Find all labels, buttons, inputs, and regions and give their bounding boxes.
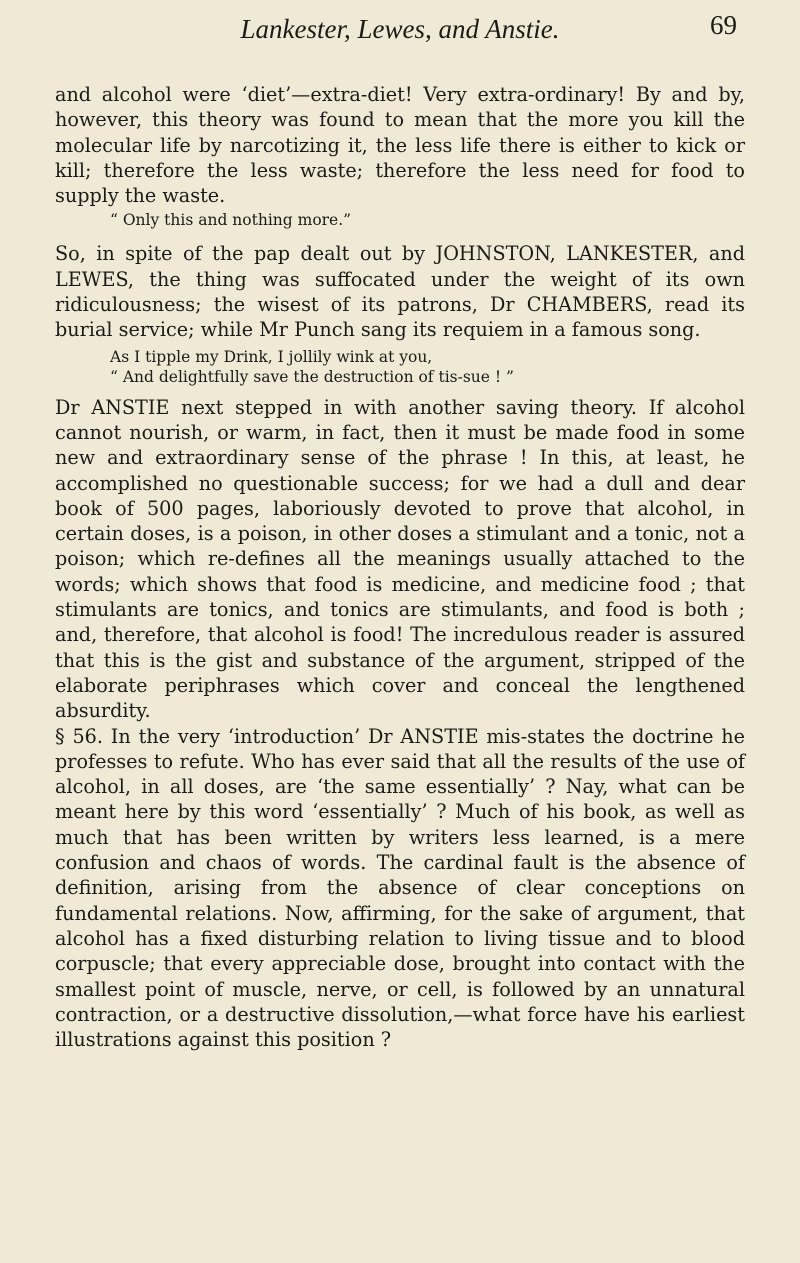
quotation: “ Only this and nothing more.” [110,211,352,230]
paragraph-3: Dr ANSTIE next stepped in with another saving theory. If alcohol cannot nourish, or warm, in fact, then it must be made food in some new and extraordinary sense of the phrase ! In this, at least, he accomplished no questionable success; for we had a dull and dear book of 500 pages, laboriously devoted to prove that alcohol, in certain doses, is a poison, in other doses a stimulant and a tonic, not a poison; which re-defines all the meanings usually attached to the words; which shows that food is medicine, and medicine food ; that stimulants are tonics, and tonics are stimulants, and food is both ; and, therefore, that alcohol is food! The incredulous reader is assured that this is the gist and substance of the argument, stripped of the elaborate periphrases which cover and conceal the lengthened absurdity. [55,395,745,723]
running-head: Lankester, Lewes, and Anstie. [240,14,560,44]
paragraph-4: § 56. In the very ‘introduction’ Dr ANSTIE mis-states the doctrine he professes to refute. Who has ever said that all the results of the use of alcohol, in all doses, are ‘the same essentially’ ? Nay, what can be meant here by this word ‘essentially’ ? Much of his book, as well as much that has been written by writers less learned, is a mere confusion and chaos of words. The cardinal fault is the absence of definition, arising from the absence of clear conceptions on fundamental relations. Now, affirming, for the sake of argument, that alcohol has a fixed disturbing relation to living tissue and to blood corpuscle; that every appreciable dose, brought into contact with the smallest point of muscle, nerve, or cell, is followed by an unnatural contraction, or a destructive dissolution,—what force have his earliest illustrations against this position ? [55,724,745,1052]
verse [55,347,745,387]
page-number: 69 [710,10,737,40]
body-text [55,82,745,1052]
paragraph-2: So, in spite of the pap dealt out by JOHNSTON, LANKESTER, and LEWES, the thing was suffocated under the weight of its own ridiculousness; the wisest of its patrons, Dr CHAMBERS, read its burial service; while Mr Punch sang its requiem in a famous song. [55,242,745,342]
verse-line-2: “ And delightfully save the destruction of tis-sue ! ” [110,367,514,386]
verse-line-1: As I tipple my Drink, I jollily wink at you, [110,347,433,366]
paragraph-1: and alcohol were ‘diet’—extra-diet! Very extra-ordinary! By and by, however, this theory was found to mean that the more you kill the molecular life by narcotizing it, the less life there is either to kick or kill; therefore the less waste; therefore the less need for food to supply the waste. [55,83,745,208]
